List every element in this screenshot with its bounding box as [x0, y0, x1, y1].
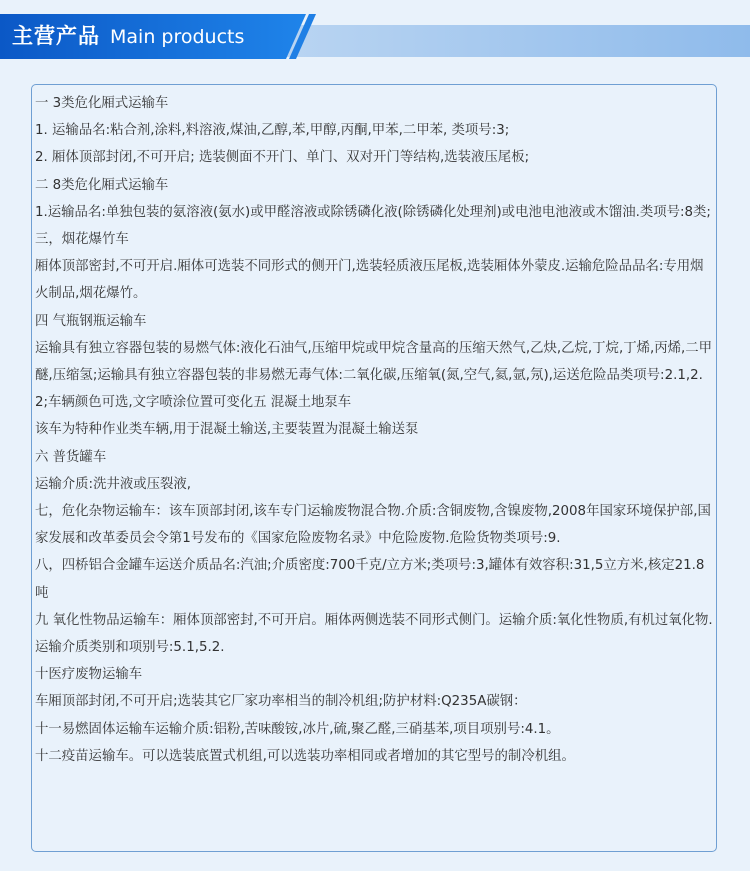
product-line: 厢体顶部密封,不可开启.厢体可选装不同形式的侧开门,选装轻质液压尾板,选装厢体外蒙皮.运输危险品品名:专用烟火制品,烟花爆竹。 — [35, 259, 704, 302]
header-title-cn: 主营产品 — [12, 24, 100, 48]
product-line: 六 普货罐车 — [35, 449, 107, 465]
product-line: 1.运输品名:单独包装的氨溶液(氨水)或甲醛溶液或除锈磷化液(除锈磷化处理剂)或电池电池液或木馏油.类项号:8类; — [35, 204, 711, 220]
product-line: 八，四桥铝合金罐车运送介质品名:汽油;介质密度:700千克/立方米;类项号:3,罐体有效容积:31,5立方米,核定21.8吨 — [35, 558, 705, 601]
header-title-en: Main products — [110, 26, 245, 48]
product-line: 该车为特种作业类车辆,用于混凝土输送,主要装置为混凝土输送泵 — [35, 422, 419, 438]
product-line: 运输具有独立容器包装的易燃气体:液化石油气,压缩甲烷或甲烷含量高的压缩天然气,乙炔,乙烷,丁烷,丁烯,丙烯,二甲醚,压缩氢;运输具有独立容器包装的非易燃无毒气体:二氧化碳,压缩氧(氮,空气,氦,氩,氖),运送危险品类项号:2.1,2.2;车辆颜色可选,文字喷涂位置可变化五 混凝土地泵车 — [35, 340, 713, 411]
products-panel — [31, 84, 717, 852]
product-line: 一 3类危化厢式运输车 — [35, 96, 169, 111]
product-line: 1. 运输品名:粘合剂,涂料,料溶液,煤油,乙醇,苯,甲醇,丙酮,甲苯,二甲苯, 类项号:3; — [35, 123, 510, 139]
product-line: 十医疗废物运输车 — [35, 667, 143, 683]
product-line: 二 8类危化厢式运输车 — [35, 177, 169, 193]
product-line: 三，烟花爆竹车 — [35, 232, 129, 248]
header-title — [12, 21, 244, 51]
product-line: 运输介质:洗井液或压裂液, — [35, 476, 192, 492]
product-line: 九 氧化性物品运输车：厢体顶部密封,不可开启。厢体两侧选装不同形式侧门。运输介质:氧化性物质,有机过氧化物.运输介质类别和项别号:5.1,5.2. — [35, 612, 713, 656]
section-header — [0, 14, 750, 59]
product-line: 2. 厢体顶部封闭,不可开启; 选装侧面不开门、单门、双对开门等结构,选装液压尾板; — [35, 150, 530, 166]
product-line: 七，危化杂物运输车：该车顶部封闭,该车专门运输废物混合物.介质:含铜废物,含镍废物,2008年国家环境保护部,国家发展和改革委员会令第1号发布的《国家危险废物名录》中危险废物.危险货物类项号:9. — [35, 504, 711, 547]
product-line: 车厢顶部封闭,不可开启;选装其它厂家功率相当的制冷机组;防护材料:Q235A碳钢： — [35, 694, 527, 710]
product-line: 十二疫苗运输车。可以选装底置式机组,可以选装功率相同或者增加的其它型号的制冷机组。 — [35, 748, 575, 764]
product-line: 四 气瓶钢瓶运输车 — [35, 313, 147, 329]
product-line: 十一易燃固体运输车运输介质:铝粉,苦味酸铵,冰片,硫,聚乙醛,三硝基苯,项目项别号:4.1。 — [35, 721, 560, 737]
